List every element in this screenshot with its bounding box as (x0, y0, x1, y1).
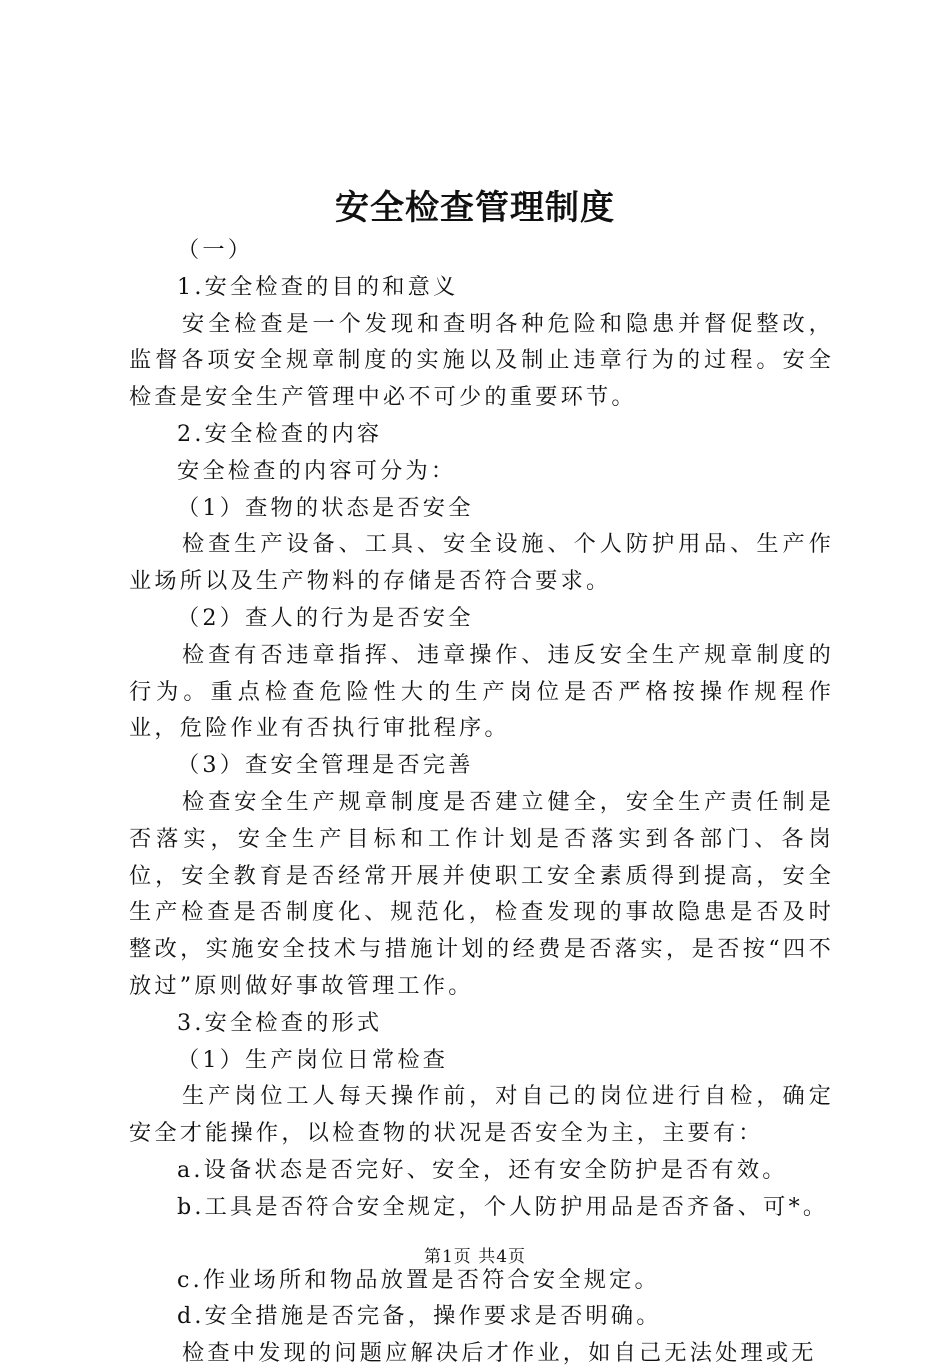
list-item-c: c.作业场所和物品放置是否符合安全规定。 (177, 1266, 660, 1293)
heading-purpose: 1.安全检查的目的和意义 (177, 273, 459, 300)
document-title: 安全检查管理制度 (335, 188, 615, 228)
list-item-d: d.安全措施是否完备，操作要求是否明确。 (177, 1303, 662, 1330)
subheading-management: （3）查安全管理是否完善 (177, 752, 474, 779)
paragraph-daily-check: 生产岗位工人每天操作前，对自己的岗位进行自检，确定安全才能操作，以检查物的状况是否安全为主，主要有： (129, 1083, 834, 1147)
page-number-footer: 第1页 共4页 (423, 1247, 527, 1267)
heading-content: 2.安全检查的内容 (177, 420, 383, 447)
subheading-daily-check: （1）生产岗位日常检查 (177, 1046, 449, 1073)
document-body (129, 232, 834, 1372)
section-marker: （一） (177, 237, 254, 263)
list-item-b: b.工具是否符合安全规定，个人防护用品是否齐备、可*。 (177, 1193, 829, 1220)
paragraph-purpose: 安全检查是一个发现和查明各种危险和隐患并督促整改，监督各项安全规章制度的实施以及制止违章行为的过程。安全检查是安全生产管理中必不可少的重要环节。 (129, 310, 834, 411)
list-item-a: a.设备状态是否完好、安全，还有安全防护是否有效。 (177, 1156, 788, 1183)
subheading-behavior: （2）查人的行为是否安全 (177, 604, 474, 631)
paragraph-issue-handling: 检查中发现的问题应解决后才作业，如自己无法处理或无 (182, 1340, 817, 1367)
paragraph-object-state: 检查生产设备、工具、安全设施、个人防护用品、生产作业场所以及生产物料的存储是否符合要求。 (129, 531, 834, 595)
paragraph-behavior: 检查有否违章指挥、违章操作、违反安全生产规章制度的行为。重点检查危险性大的生产岗位是否严格按操作规程作业，危险作业有否执行审批程序。 (129, 641, 834, 742)
paragraph-content-intro: 安全检查的内容可分为： (177, 457, 457, 484)
paragraph-management: 检查安全生产规章制度是否建立健全，安全生产责任制是否落实，安全生产目标和工作计划是否落实到各部门、各岗位，安全教育是否经常开展并使职工安全素质得到提高，安全生产检查是否制度化、规范化，检查发现的事故隐患是否及时整改，实施安全技术与措施计划的经费是否落实，是否按“四不放过”原则做好事故管理工作。 (129, 788, 834, 999)
heading-forms: 3.安全检查的形式 (177, 1009, 383, 1036)
subheading-object-state: （1）查物的状态是否安全 (177, 494, 474, 521)
